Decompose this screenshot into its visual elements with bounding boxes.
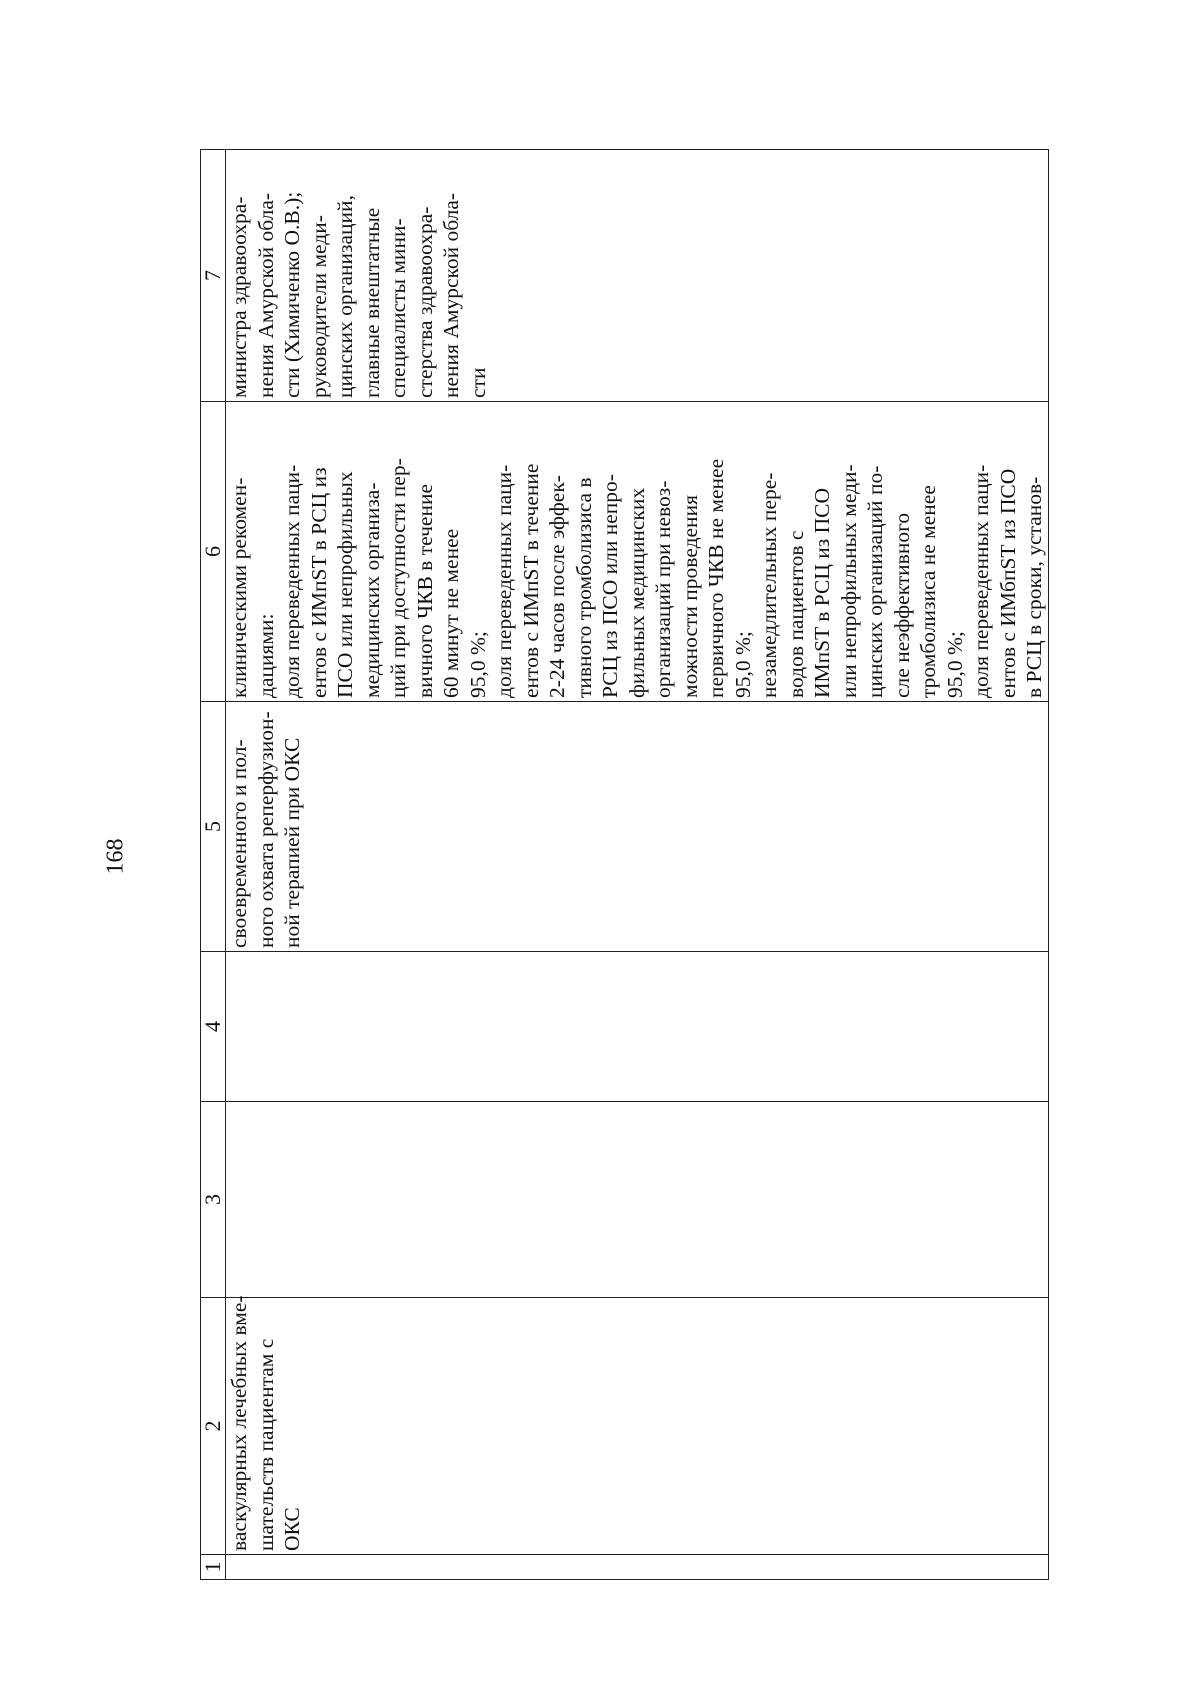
header-cell-6: 6 bbox=[201, 402, 226, 702]
cell-text-line: цинских организаций, bbox=[333, 195, 357, 398]
cell-text-line: ОКС bbox=[280, 1507, 304, 1551]
cell-text-line: 95,0 %; bbox=[730, 631, 755, 698]
cell-text-line: ентов с ИМбпST из ПСО bbox=[995, 468, 1020, 698]
table-row bbox=[226, 150, 1049, 1580]
header-cell-3: 3 bbox=[201, 1102, 226, 1298]
cell-col7 bbox=[226, 150, 1049, 402]
cell-text-line: руководители меди- bbox=[306, 215, 331, 398]
cell-text-line: цинских организаций по- bbox=[863, 465, 887, 698]
cell-text-line: сле неэффективного bbox=[889, 512, 914, 698]
cell-col5 bbox=[226, 702, 1049, 952]
header-row bbox=[201, 150, 226, 1580]
cell-text-line: первичного ЧКВ не менее bbox=[704, 458, 728, 698]
page-number: 168 bbox=[102, 838, 129, 875]
cell-text-line: ПСО или непрофильных bbox=[333, 471, 357, 698]
cell-text-line: тивного тромболизиса в bbox=[571, 477, 596, 698]
cell-text-line: доля переведенных паци- bbox=[969, 464, 993, 698]
cell-text-line: своевременного и пол- bbox=[227, 739, 251, 948]
rotated-table-wrapper bbox=[200, 150, 1046, 1580]
header-cell-1: 1 bbox=[201, 1555, 226, 1580]
cell-text-line: стерства здравоохра- bbox=[412, 206, 437, 398]
cell-text-line: нения Амурской обла- bbox=[253, 192, 278, 398]
header-cell-5: 5 bbox=[201, 702, 226, 952]
cell-text-line: нения Амурской обла- bbox=[439, 192, 463, 398]
cell-text-line: ций при доступности пер- bbox=[386, 458, 410, 698]
cell-text-line: сти bbox=[465, 367, 490, 398]
cell-text-line: 95,0 %; bbox=[465, 631, 490, 698]
cell-col3 bbox=[226, 1102, 1049, 1298]
cell-text-line: незамедлительных пере- bbox=[757, 472, 781, 698]
cell-text-line: медицинских организа- bbox=[359, 482, 384, 698]
cell-text-line: фильных медицинских bbox=[624, 487, 649, 698]
header-cell-4: 4 bbox=[201, 952, 226, 1102]
cell-text-line: ентов с ИМпST в течение bbox=[518, 463, 543, 698]
cell-text-line: организаций при невоз- bbox=[651, 480, 675, 698]
cell-text-line: ной терапией при ОКС bbox=[280, 737, 304, 948]
cell-text-line: 60 минут не менее bbox=[439, 528, 463, 698]
cell-text-line: ИМпST в РСЦ из ПСО bbox=[810, 488, 834, 698]
cell-text-line: сти (Химиченко О.В.); bbox=[280, 191, 304, 398]
cell-col4 bbox=[226, 952, 1049, 1102]
header-cell-7: 7 bbox=[201, 150, 226, 402]
cell-text-line: министра здравоохра- bbox=[227, 196, 251, 398]
cell-text-line: васкулярных лечебных вме- bbox=[227, 1295, 251, 1551]
cell-text-line: тромболизиса не менее bbox=[916, 485, 940, 698]
cell-text-line: главные внештатные bbox=[359, 207, 384, 398]
cell-text-line: водов пациентов с bbox=[783, 530, 808, 698]
header-cell-2: 2 bbox=[201, 1298, 226, 1555]
cell-text-line: 2-24 часов после эффек- bbox=[545, 475, 569, 698]
cell-text-line: ного охвата реперфузион- bbox=[253, 711, 278, 948]
cell-text-line: можности проведения bbox=[677, 495, 702, 698]
cell-text-line: вичного ЧКВ в течение bbox=[412, 483, 437, 698]
cell-text-line: доля переведенных паци- bbox=[492, 464, 516, 698]
cell-text-line: 95,0 %; bbox=[942, 631, 967, 698]
cell-text-line: ентов с ИМпST в РСЦ из bbox=[306, 467, 331, 698]
cell-text-line: доля переведенных паци- bbox=[280, 464, 304, 698]
cell-col1 bbox=[226, 1555, 1049, 1580]
cell-text-line: РСЦ из ПСО или непро- bbox=[598, 474, 622, 698]
cell-text-line: или непрофильных меди- bbox=[836, 464, 861, 698]
cell-col2 bbox=[226, 1295, 1049, 1555]
cell-col6 bbox=[226, 402, 1049, 702]
measures-table bbox=[200, 149, 1049, 1580]
cell-text-line: дациями: bbox=[253, 613, 278, 698]
cell-text-line: клиническими рекомен- bbox=[227, 477, 251, 698]
cell-text-line: специалисты мини- bbox=[386, 218, 410, 398]
cell-text-line: шательств пациентам с bbox=[253, 1338, 278, 1551]
cell-text-line: в РСЦ в сроки, установ- bbox=[1022, 476, 1046, 698]
